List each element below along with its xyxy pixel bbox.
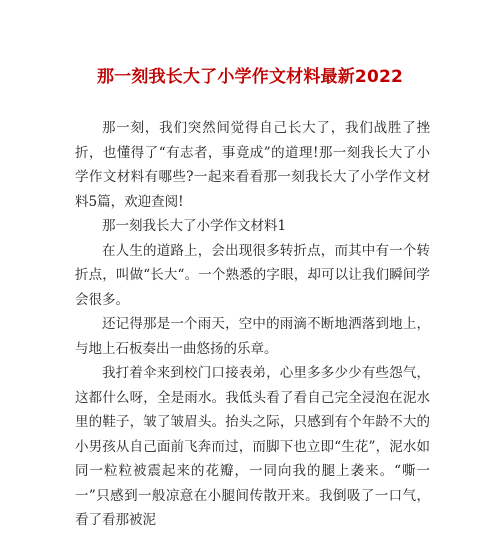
document-body	[75, 116, 430, 533]
section-heading: 那一刻我长大了小学作文材料1	[102, 218, 287, 234]
intro-paragraph: 那一刻，我们突然间觉得自己长大了，我们战胜了挫折，也懂得了“有志者，事竟成”的道理!那一刻我长大了小学作文材料有哪些?一起来看看那一刻我长大了小学作文材料5篇，欢迎查阅!	[75, 120, 430, 210]
body-paragraph: 在人生的道路上，会出现很多转折点，而其中有一个转折点，叫做“长大“。一个熟悉的字眼，却可以让我们瞬间学会很多。	[75, 242, 430, 308]
body-paragraph: 还记得那是一个雨天，空中的雨滴不断地洒落到地上，与地上石板奏出一曲悠扬的乐章。	[75, 316, 430, 357]
document-title: 那一刻我长大了小学作文材料最新2022	[96, 67, 404, 87]
body-paragraph: 我打着伞来到校门口接表弟，心里多多少少有些怨气，这都什么呀，全是雨水。我低头看了看自己完全浸泡在泥水里的鞋子，皱了皱眉头。抬头之际，只感到有个年龄不大的小男孩从自己面前飞奔而过，而脚下也立即“生花”，泥水如同一粒粒被震起来的花瓣，一同向我的腿上袭来。“嘶一一”只感到一般凉意在小腿间传散开来。我倒吸了一口气，看了看那被泥	[75, 365, 430, 528]
